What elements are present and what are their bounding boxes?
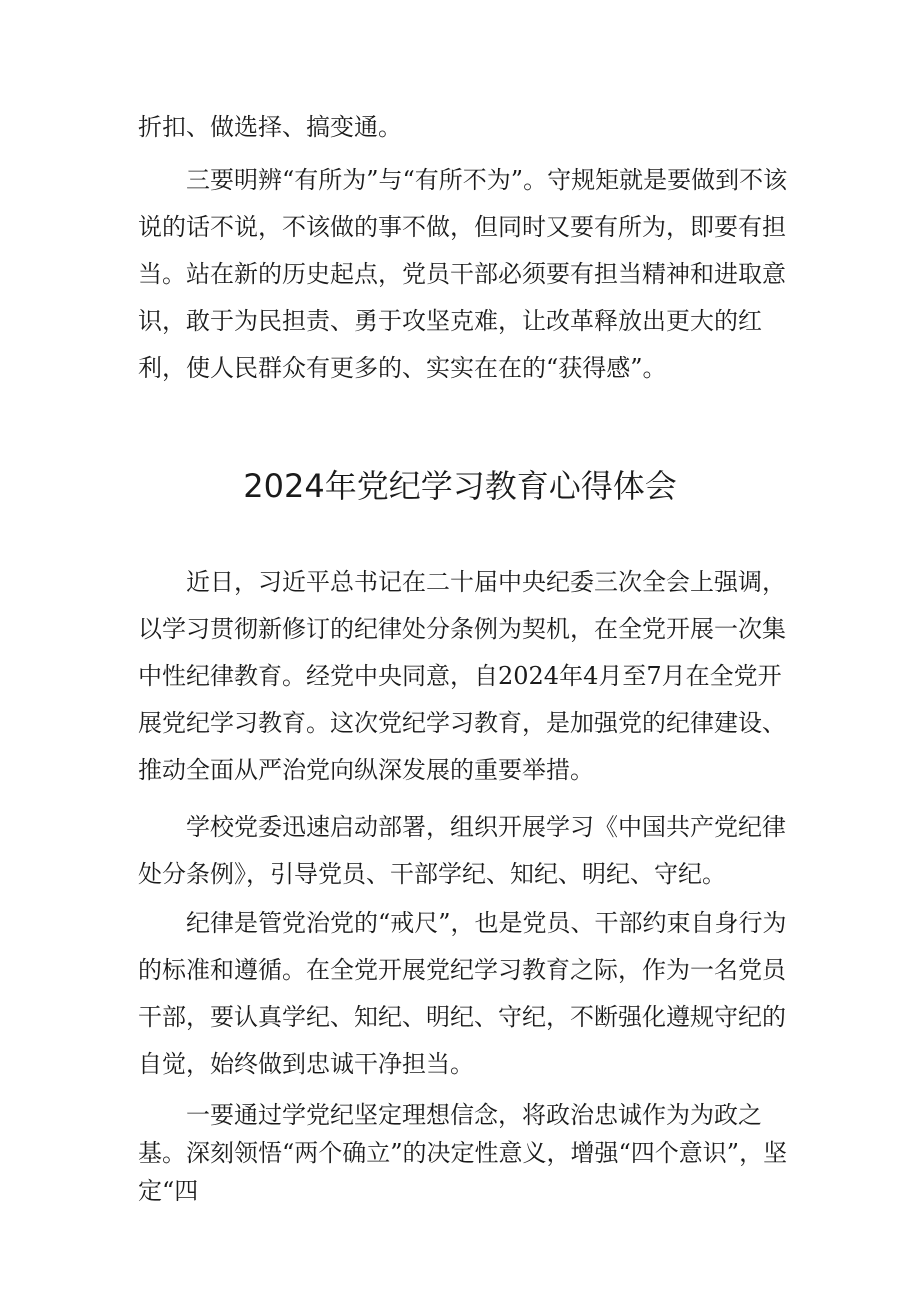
paragraph-discipline: 纪律是管党治党的“戒尺”，也是党员、干部约束自身行为的标准和遵循。在全党开展党纪学习教育之际，作为一名党员干部，要认真学纪、知纪、明纪、守纪，不断强化遵规守纪的自觉，始终做到忠诚干净担当。 (138, 909, 787, 1078)
document-title: 2024年党纪学习教育心得体会 (243, 467, 677, 505)
top-fragment-paragraph: 折扣、做选择、搞变通。 (138, 113, 402, 141)
paragraph-school-deployment: 学校党委迅速启动部署，组织开展学习《中国共产党纪律处分条例》，引导党员、干部学纪、知纪、明纪、守纪。 (138, 813, 786, 888)
paragraph-introduction: 近日，习近平总书记在二十届中央纪委三次全会上强调，以学习贯彻新修订的纪律处分条例为契机，在全党开展一次集中性纪律教育。经党中央同意，自2024年4月至7月在全党开展党纪学习教育。这次党纪学习教育，是加强党的纪律建设、推动全面从严治党向纵深发展的重要举措。 (138, 568, 786, 784)
paragraph-three-requirements: 三要明辨“有所为”与“有所不为”。守规矩就是要做到不该说的话不说，不该做的事不做，但同时又要有所为，即要有担当。站在新的历史起点，党员干部必须要有担当精神和进取意识，敢于为民担责、勇于攻坚克难，让改革释放出更大的红利，使人民群众有更多的、实实在在的“获得感”。 (138, 166, 788, 382)
paragraph-first-requirement: 一要通过学党纪坚定理想信念，将政治忠诚作为为政之基。深刻领悟“两个确立”的决定性意义，增强“四个意识”，坚定“四 (138, 1101, 788, 1205)
